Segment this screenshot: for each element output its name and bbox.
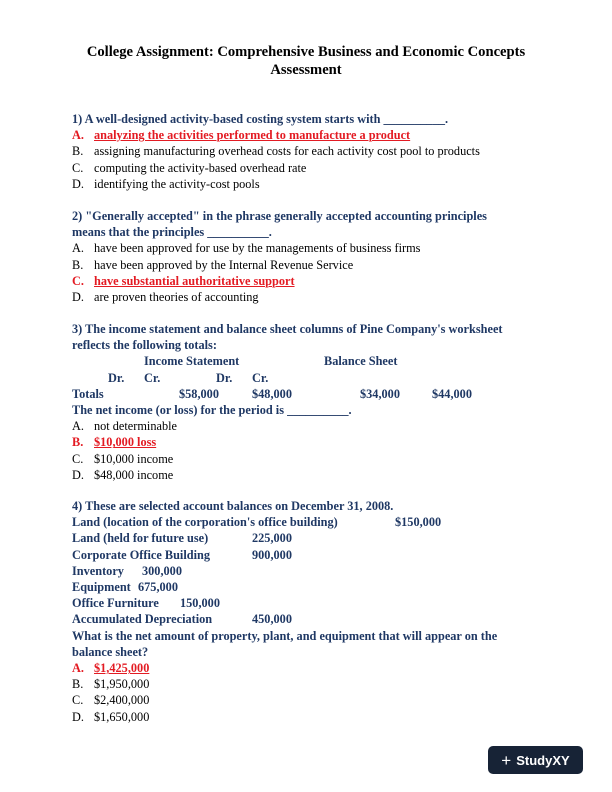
question-1 bbox=[72, 111, 572, 192]
question-1-stem: 1) A well-designed activity-based costing system starts with __________. bbox=[72, 112, 449, 126]
account-value: 150,000 bbox=[180, 596, 220, 611]
bs-cr-total: $44,000 bbox=[432, 386, 472, 401]
bs-cr-label: Cr. bbox=[252, 370, 269, 385]
account-label: Inventory bbox=[72, 563, 124, 578]
account-label: Accumulated Depreciation bbox=[72, 612, 213, 627]
question-2-stem-line-1: 2) "Generally accepted" in the phrase generally accepted accounting principles bbox=[72, 209, 487, 223]
balance-sheet-heading: Balance Sheet bbox=[324, 354, 398, 369]
account-row bbox=[72, 595, 572, 611]
account-value: 675,000 bbox=[138, 579, 178, 594]
account-label: Office Furniture bbox=[72, 596, 159, 611]
question-4-prompt-line-1: What is the net amount of property, plant, and equipment that will appear on the bbox=[72, 628, 498, 643]
q4-option-c[interactable]: C. $2,400,000 bbox=[72, 693, 150, 708]
logo-text: StudyXY bbox=[516, 752, 570, 768]
title-line-1: College Assignment: Comprehensive Business and Economic Concepts bbox=[86, 44, 526, 60]
q3-option-c[interactable]: C. $10,000 income bbox=[72, 451, 174, 466]
account-label: Land (held for future use) bbox=[72, 531, 209, 546]
income-statement-heading: Income Statement bbox=[144, 354, 240, 369]
question-4 bbox=[72, 498, 572, 725]
q1-option-b[interactable]: B. assigning manufacturing overhead costs for each activity cost pool to products bbox=[72, 144, 480, 159]
question-2 bbox=[72, 208, 572, 305]
q3-option-d[interactable]: D. $48,000 income bbox=[72, 467, 174, 482]
account-row bbox=[72, 514, 572, 530]
account-row bbox=[72, 611, 572, 627]
question-3-stem-line-1: 3) The income statement and balance sheet columns of Pine Company's worksheet bbox=[72, 322, 503, 336]
account-row bbox=[72, 547, 572, 563]
worksheet-totals-row bbox=[72, 386, 572, 402]
account-row bbox=[72, 563, 572, 579]
account-value: 900,000 bbox=[252, 547, 292, 562]
q3-option-a[interactable]: A. not determinable bbox=[72, 419, 177, 434]
question-4-prompt-line-2: balance sheet? bbox=[72, 644, 149, 659]
question-3-stem-line-2: reflects the following totals: bbox=[72, 338, 217, 353]
q2-option-d[interactable]: D. are proven theories of accounting bbox=[72, 290, 259, 305]
q4-option-d[interactable]: D. $1,650,000 bbox=[72, 709, 150, 724]
account-label: Corporate Office Building bbox=[72, 547, 210, 562]
q4-option-b[interactable]: B. $1,950,000 bbox=[72, 677, 150, 692]
is-dr-label: Dr. bbox=[108, 370, 125, 385]
question-3 bbox=[72, 321, 572, 483]
account-label: Equipment bbox=[72, 579, 131, 594]
question-3-prompt: The net income (or loss) for the period is __________. bbox=[72, 402, 352, 417]
plus-icon: + bbox=[501, 750, 512, 770]
is-dr-total: $58,000 bbox=[179, 386, 219, 401]
account-row bbox=[72, 530, 572, 546]
is-cr-total: $48,000 bbox=[252, 386, 292, 401]
q4-option-a[interactable]: A. $1,425,000 bbox=[72, 660, 150, 675]
title-line-2: Assessment bbox=[270, 62, 342, 78]
q2-option-c[interactable]: C. have substantial authoritative support bbox=[72, 273, 295, 288]
account-value: $150,000 bbox=[395, 515, 442, 530]
account-value: 225,000 bbox=[252, 531, 292, 546]
studyxy-logo[interactable] bbox=[488, 746, 583, 774]
question-2-stem-line-2: means that the principles __________. bbox=[72, 225, 272, 240]
q1-option-d[interactable]: D. identifying the activity-cost pools bbox=[72, 176, 260, 191]
worksheet-drcr-row bbox=[72, 370, 572, 386]
page-title bbox=[0, 43, 612, 79]
bs-dr-label: Dr. bbox=[216, 370, 233, 385]
q2-option-a[interactable]: A. have been approved for use by the managements of business firms bbox=[72, 241, 421, 256]
q2-option-b[interactable]: B. have been approved by the Internal Revenue Service bbox=[72, 257, 354, 272]
worksheet-header-row bbox=[72, 353, 572, 369]
question-4-stem: 4) These are selected account balances on December 31, 2008. bbox=[72, 499, 394, 513]
bs-dr-total: $34,000 bbox=[360, 386, 400, 401]
account-value: 450,000 bbox=[252, 612, 292, 627]
totals-label: Totals bbox=[72, 386, 104, 401]
q1-option-c[interactable]: C. computing the activity-based overhead rate bbox=[72, 160, 307, 175]
account-row bbox=[72, 579, 572, 595]
q1-option-a[interactable]: A. analyzing the activities performed to manufacture a product bbox=[72, 128, 411, 143]
is-cr-label: Cr. bbox=[144, 370, 161, 385]
account-label: Land (location of the corporation's office building) bbox=[72, 515, 338, 530]
account-value: 300,000 bbox=[142, 563, 182, 578]
q3-option-b[interactable]: B. $10,000 loss bbox=[72, 435, 157, 450]
